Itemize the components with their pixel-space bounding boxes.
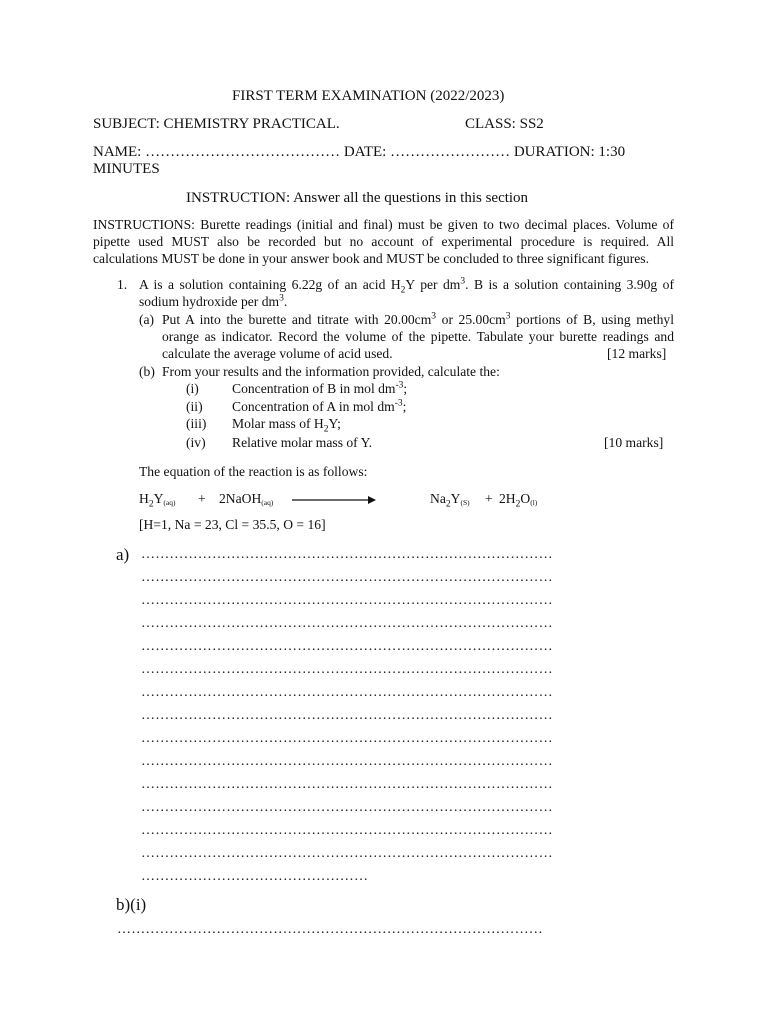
answer-line[interactable]: …………………………………………………………………………… xyxy=(141,800,553,815)
plus-sign: + xyxy=(485,491,493,506)
part-b-label: (b) xyxy=(139,364,155,379)
answer-line[interactable]: …………………………………………………………………………… xyxy=(141,777,553,792)
answer-line[interactable]: …………………………………………………………………………… xyxy=(141,685,553,700)
answer-line[interactable]: …………………………………………………………………………… xyxy=(141,846,553,861)
question-intro-line-2: sodium hydroxide per $dm^3$. xyxy=(139,293,288,309)
name-date-duration-line: NAME: ………………………………… DATE: …………………… DURATION: 1:30 xyxy=(93,144,626,160)
part-a-line-2: orange as indicator. Record the volume of the pipette. Tabulate your burette readings and xyxy=(162,329,674,344)
duration-minutes: MINUTES xyxy=(93,161,160,177)
subject-label: SUBJECT: CHEMISTRY PRACTICAL. xyxy=(93,116,340,132)
part-a-label: (a) xyxy=(139,312,155,327)
question-number: 1. xyxy=(117,277,128,292)
sub-item-roman: (i) xyxy=(186,381,199,396)
sub-item-text: Concentration of A in mol $dm^{-3}$; xyxy=(232,398,407,414)
sub-item-roman: (iii) xyxy=(186,416,207,431)
reaction-arrow-icon xyxy=(290,494,378,506)
atomic-masses: [H=1, Na = 23, Cl = 35.5, O = 16] xyxy=(139,517,326,532)
answer-line[interactable]: …………………………………………………………………………… xyxy=(141,754,553,769)
sub-item-text: Relative molar mass of Y. xyxy=(232,435,373,450)
answer-line[interactable]: ……………………………………………………………………………… xyxy=(117,922,543,937)
answer-line[interactable]: …………………………………………………………………………… xyxy=(141,593,553,608)
product-water: $2H_2O(l)$ xyxy=(499,491,538,510)
instructions-line-2: pipette used MUST also be recorded but no account of experimental procedure is required. All xyxy=(93,234,674,249)
equation-intro: The equation of the reaction is as follows: xyxy=(139,464,368,479)
section-instruction: INSTRUCTION: Answer all the questions in this section xyxy=(186,190,529,206)
sub-item-roman: (ii) xyxy=(186,399,203,414)
part-a-line-3: calculate the average volume of acid used. xyxy=(162,346,393,361)
answer-line-short[interactable]: ………………………………………… xyxy=(141,869,369,884)
sub-item-text: Molar mass of $H_2Y$; xyxy=(232,416,341,435)
answer-line[interactable]: …………………………………………………………………………… xyxy=(141,639,553,654)
product-na2y: $Na_2Y(S)$ xyxy=(430,491,470,510)
answer-line[interactable]: …………………………………………………………………………… xyxy=(141,823,553,838)
part-b-marks: [10 marks] xyxy=(604,435,664,450)
answer-line[interactable]: …………………………………………………………………………… xyxy=(141,731,553,746)
answer-a-label: a) xyxy=(116,545,130,564)
part-a-line-1: Put A into the burette and titrate with $20.00cm^3$ or $25.00cm^3$ portions of B, using methyl xyxy=(162,311,674,327)
answer-b-label: b)(i) xyxy=(116,895,147,914)
answer-line[interactable]: …………………………………………………………………………… xyxy=(141,708,553,723)
plus-sign: + xyxy=(198,491,206,506)
instructions-line-1: INSTRUCTIONS: Burette readings (initial and final) must be given to two decimal places. Volume of xyxy=(93,217,674,232)
sub-item-text: Concentration of B in mol $dm^{-3}$; xyxy=(232,380,408,396)
class-label: CLASS: SS2 xyxy=(465,116,544,132)
answer-line[interactable]: …………………………………………………………………………… xyxy=(141,547,553,562)
exam-title: FIRST TERM EXAMINATION (2022/2023) xyxy=(232,88,505,104)
reactant-naoh: 2NaOH(aq) xyxy=(219,491,274,507)
reactant-h2y: $H_2Y(aq)$ xyxy=(139,491,176,510)
instructions-line-3: calculations MUST be done in your answer book and MUST be concluded to three significant figures. xyxy=(93,251,649,266)
answer-line[interactable]: …………………………………………………………………………… xyxy=(141,616,553,631)
question-intro-line-1: A is a solution containing 6.22g of an acid $H_2Y$ per $dm^3$. B is a solution containing 3.90g of xyxy=(139,276,674,296)
answer-line[interactable]: …………………………………………………………………………… xyxy=(141,570,553,585)
part-b-line: From your results and the information provided, calculate the: xyxy=(162,364,500,379)
answer-line[interactable]: …………………………………………………………………………… xyxy=(141,662,553,677)
sub-item-roman: (iv) xyxy=(186,435,206,450)
part-a-marks: [12 marks] xyxy=(607,346,667,361)
